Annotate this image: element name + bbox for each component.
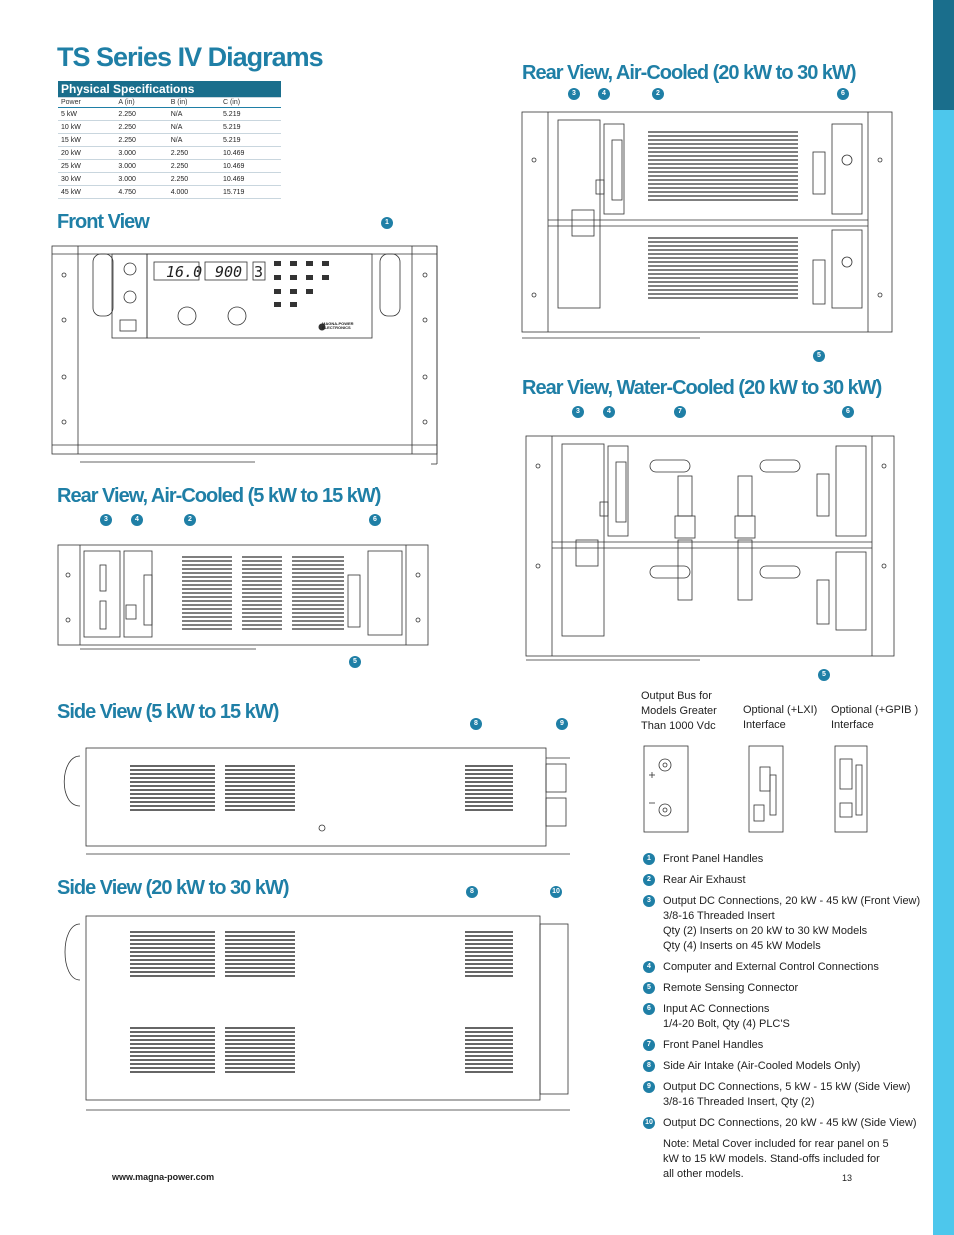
legend-item — [643, 1116, 923, 1131]
callout-5: 5 — [818, 669, 830, 681]
heading-side-5-15: Side View (5 kW to 15 kW) — [57, 701, 279, 723]
cell: 30 kW — [58, 173, 115, 186]
legend-text: 3/8-16 Threaded Insert, Qty (2) — [663, 1096, 815, 1108]
specs-col-header: B (in) — [168, 98, 220, 108]
cell: 4.750 — [115, 186, 167, 199]
callout-8: 8 — [470, 718, 482, 730]
callout-10: 10 — [550, 886, 562, 898]
legend-number: 2 — [643, 874, 655, 886]
table-row — [58, 121, 281, 134]
caption-gpib: Optional (+GPIB ) Interface — [831, 704, 919, 731]
table-row — [58, 134, 281, 147]
legend-number: 1 — [643, 853, 655, 865]
cell: N/A — [168, 134, 220, 147]
cell: 10.469 — [220, 173, 281, 186]
cell: 3.000 — [115, 173, 167, 186]
specs-col-header: Power — [58, 98, 115, 108]
heading-rear-water-20-30: Rear View, Water-Cooled (20 kW to 30 kW) — [522, 377, 882, 399]
cell: 5 kW — [58, 108, 115, 121]
heading-rear-air-20-30: Rear View, Air-Cooled (20 kW to 30 kW) — [522, 62, 856, 84]
table-row — [58, 147, 281, 160]
legend-number: 7 — [643, 1039, 655, 1051]
legend-item — [643, 873, 923, 888]
legend-text: Output DC Connections, 20 kW - 45 kW (Front View) — [663, 895, 921, 907]
specs-col-header: C (in) — [220, 98, 281, 108]
legend-text: Side Air Intake (Air-Cooled Models Only) — [663, 1060, 861, 1072]
page-edge-tab — [933, 0, 954, 110]
front-view-drawing — [50, 240, 445, 470]
cell: 5.219 — [220, 134, 281, 147]
cell: 2.250 — [115, 108, 167, 121]
cell: 10.469 — [220, 160, 281, 173]
page-edge-bar — [933, 0, 954, 1235]
callout-8: 8 — [466, 886, 478, 898]
display-current: 900 — [215, 263, 243, 281]
callout-4: 4 — [598, 88, 610, 100]
legend-item — [643, 1038, 923, 1053]
display-voltage: 16.0 — [166, 263, 203, 281]
output-bus-drawing — [643, 745, 691, 835]
table-row — [58, 160, 281, 173]
cell: 2.250 — [168, 160, 220, 173]
legend-number: 3 — [643, 895, 655, 907]
cell: 45 kW — [58, 186, 115, 199]
callout-5: 5 — [349, 656, 361, 668]
side-5-15-drawing — [50, 736, 580, 861]
legend-item — [643, 981, 923, 996]
physical-specs-table — [58, 81, 281, 199]
page-title: TS Series IV Diagrams — [57, 42, 323, 72]
callout-3: 3 — [572, 406, 584, 418]
legend-text: Computer and External Control Connections — [663, 961, 879, 973]
callout-2: 2 — [184, 514, 196, 526]
legend-number: 10 — [643, 1117, 655, 1129]
callout-4: 4 — [131, 514, 143, 526]
legend-item — [643, 1002, 923, 1032]
callout-6: 6 — [369, 514, 381, 526]
brand-line-2: ELECTRONICS — [322, 325, 351, 330]
rear-air-20-30-drawing — [520, 100, 900, 345]
cell: N/A — [168, 121, 220, 134]
legend-text: 3/8-16 Threaded Insert — [663, 910, 775, 922]
brand-line-1: MAGNA-POWER — [322, 321, 354, 326]
callout-3: 3 — [100, 514, 112, 526]
cell: 15.719 — [220, 186, 281, 199]
cell: 3.000 — [115, 147, 167, 160]
callout-legend — [643, 852, 923, 1137]
callout-6: 6 — [842, 406, 854, 418]
table-row — [58, 108, 281, 121]
footer-url[interactable]: www.magna-power.com — [112, 1172, 215, 1182]
legend-text: Remote Sensing Connector — [663, 982, 799, 994]
specs-table-title: Physical Specifications — [58, 81, 281, 98]
table-row — [58, 173, 281, 186]
legend-text: Input AC Connections — [663, 1003, 770, 1015]
callout-7: 7 — [674, 406, 686, 418]
legend-text: 1/4-20 Bolt, Qty (4) PLC'S — [663, 1018, 790, 1030]
caption-lxi: Optional (+LXI) Interface — [743, 704, 818, 731]
callout-9: 9 — [556, 718, 568, 730]
lxi-interface-drawing — [748, 745, 786, 835]
heading-front-view: Front View — [57, 211, 149, 233]
cell: 15 kW — [58, 134, 115, 147]
brand-logo-text — [322, 322, 354, 330]
cell: 4.000 — [168, 186, 220, 199]
callout-1: 1 — [381, 217, 393, 229]
callout-2: 2 — [652, 88, 664, 100]
legend-item — [643, 852, 923, 867]
heading-side-20-30: Side View (20 kW to 30 kW) — [57, 877, 289, 899]
cell: 10 kW — [58, 121, 115, 134]
cell: 20 kW — [58, 147, 115, 160]
callout-3: 3 — [568, 88, 580, 100]
legend-number: 4 — [643, 961, 655, 973]
page-number: 13 — [842, 1173, 853, 1183]
legend-text: Output DC Connections, 5 kW - 15 kW (Side View) — [663, 1081, 911, 1093]
legend-number: 6 — [643, 1003, 655, 1015]
cell: 2.250 — [115, 134, 167, 147]
legend-number: 9 — [643, 1081, 655, 1093]
specs-col-header: A (in) — [115, 98, 167, 108]
cell: 3.000 — [115, 160, 167, 173]
callout-5: 5 — [813, 350, 825, 362]
cell: 25 kW — [58, 160, 115, 173]
legend-item — [643, 960, 923, 975]
cell: 2.250 — [168, 147, 220, 160]
rear-air-5-15-drawing — [56, 535, 436, 655]
callout-4: 4 — [603, 406, 615, 418]
cell: N/A — [168, 108, 220, 121]
legend-text: Rear Air Exhaust — [663, 874, 746, 886]
rear-water-20-30-drawing — [520, 416, 900, 666]
legend-text: Qty (2) Inserts on 20 kW to 30 kW Models — [663, 925, 868, 937]
cell: 2.250 — [115, 121, 167, 134]
legend-text: Qty (4) Inserts on 45 kW Models — [663, 940, 821, 952]
cell: 5.219 — [220, 108, 281, 121]
caption-output-bus: Output Bus for Models Greater Than 1000 Vdc — [641, 690, 717, 732]
legend-item — [643, 1059, 923, 1074]
legend-text: Output DC Connections, 20 kW - 45 kW (Side View) — [663, 1117, 917, 1129]
legend-text: Front Panel Handles — [663, 853, 764, 865]
side-20-30-drawing — [50, 910, 580, 1120]
legend-number: 8 — [643, 1060, 655, 1072]
note-text: Note: Metal Cover included for rear panel on 5 kW to 15 kW models. Stand-offs included for all other models. — [663, 1138, 889, 1180]
callout-6: 6 — [837, 88, 849, 100]
cell: 10.469 — [220, 147, 281, 160]
legend-number: 5 — [643, 982, 655, 994]
cell: 5.219 — [220, 121, 281, 134]
cell: 2.250 — [168, 173, 220, 186]
display-small: 3 — [254, 263, 264, 281]
table-row — [58, 186, 281, 199]
gpib-interface-drawing — [834, 745, 870, 835]
legend-item — [643, 894, 923, 954]
legend-item — [643, 1080, 923, 1110]
heading-rear-air-5-15: Rear View, Air-Cooled (5 kW to 15 kW) — [57, 485, 381, 507]
legend-text: Front Panel Handles — [663, 1039, 764, 1051]
